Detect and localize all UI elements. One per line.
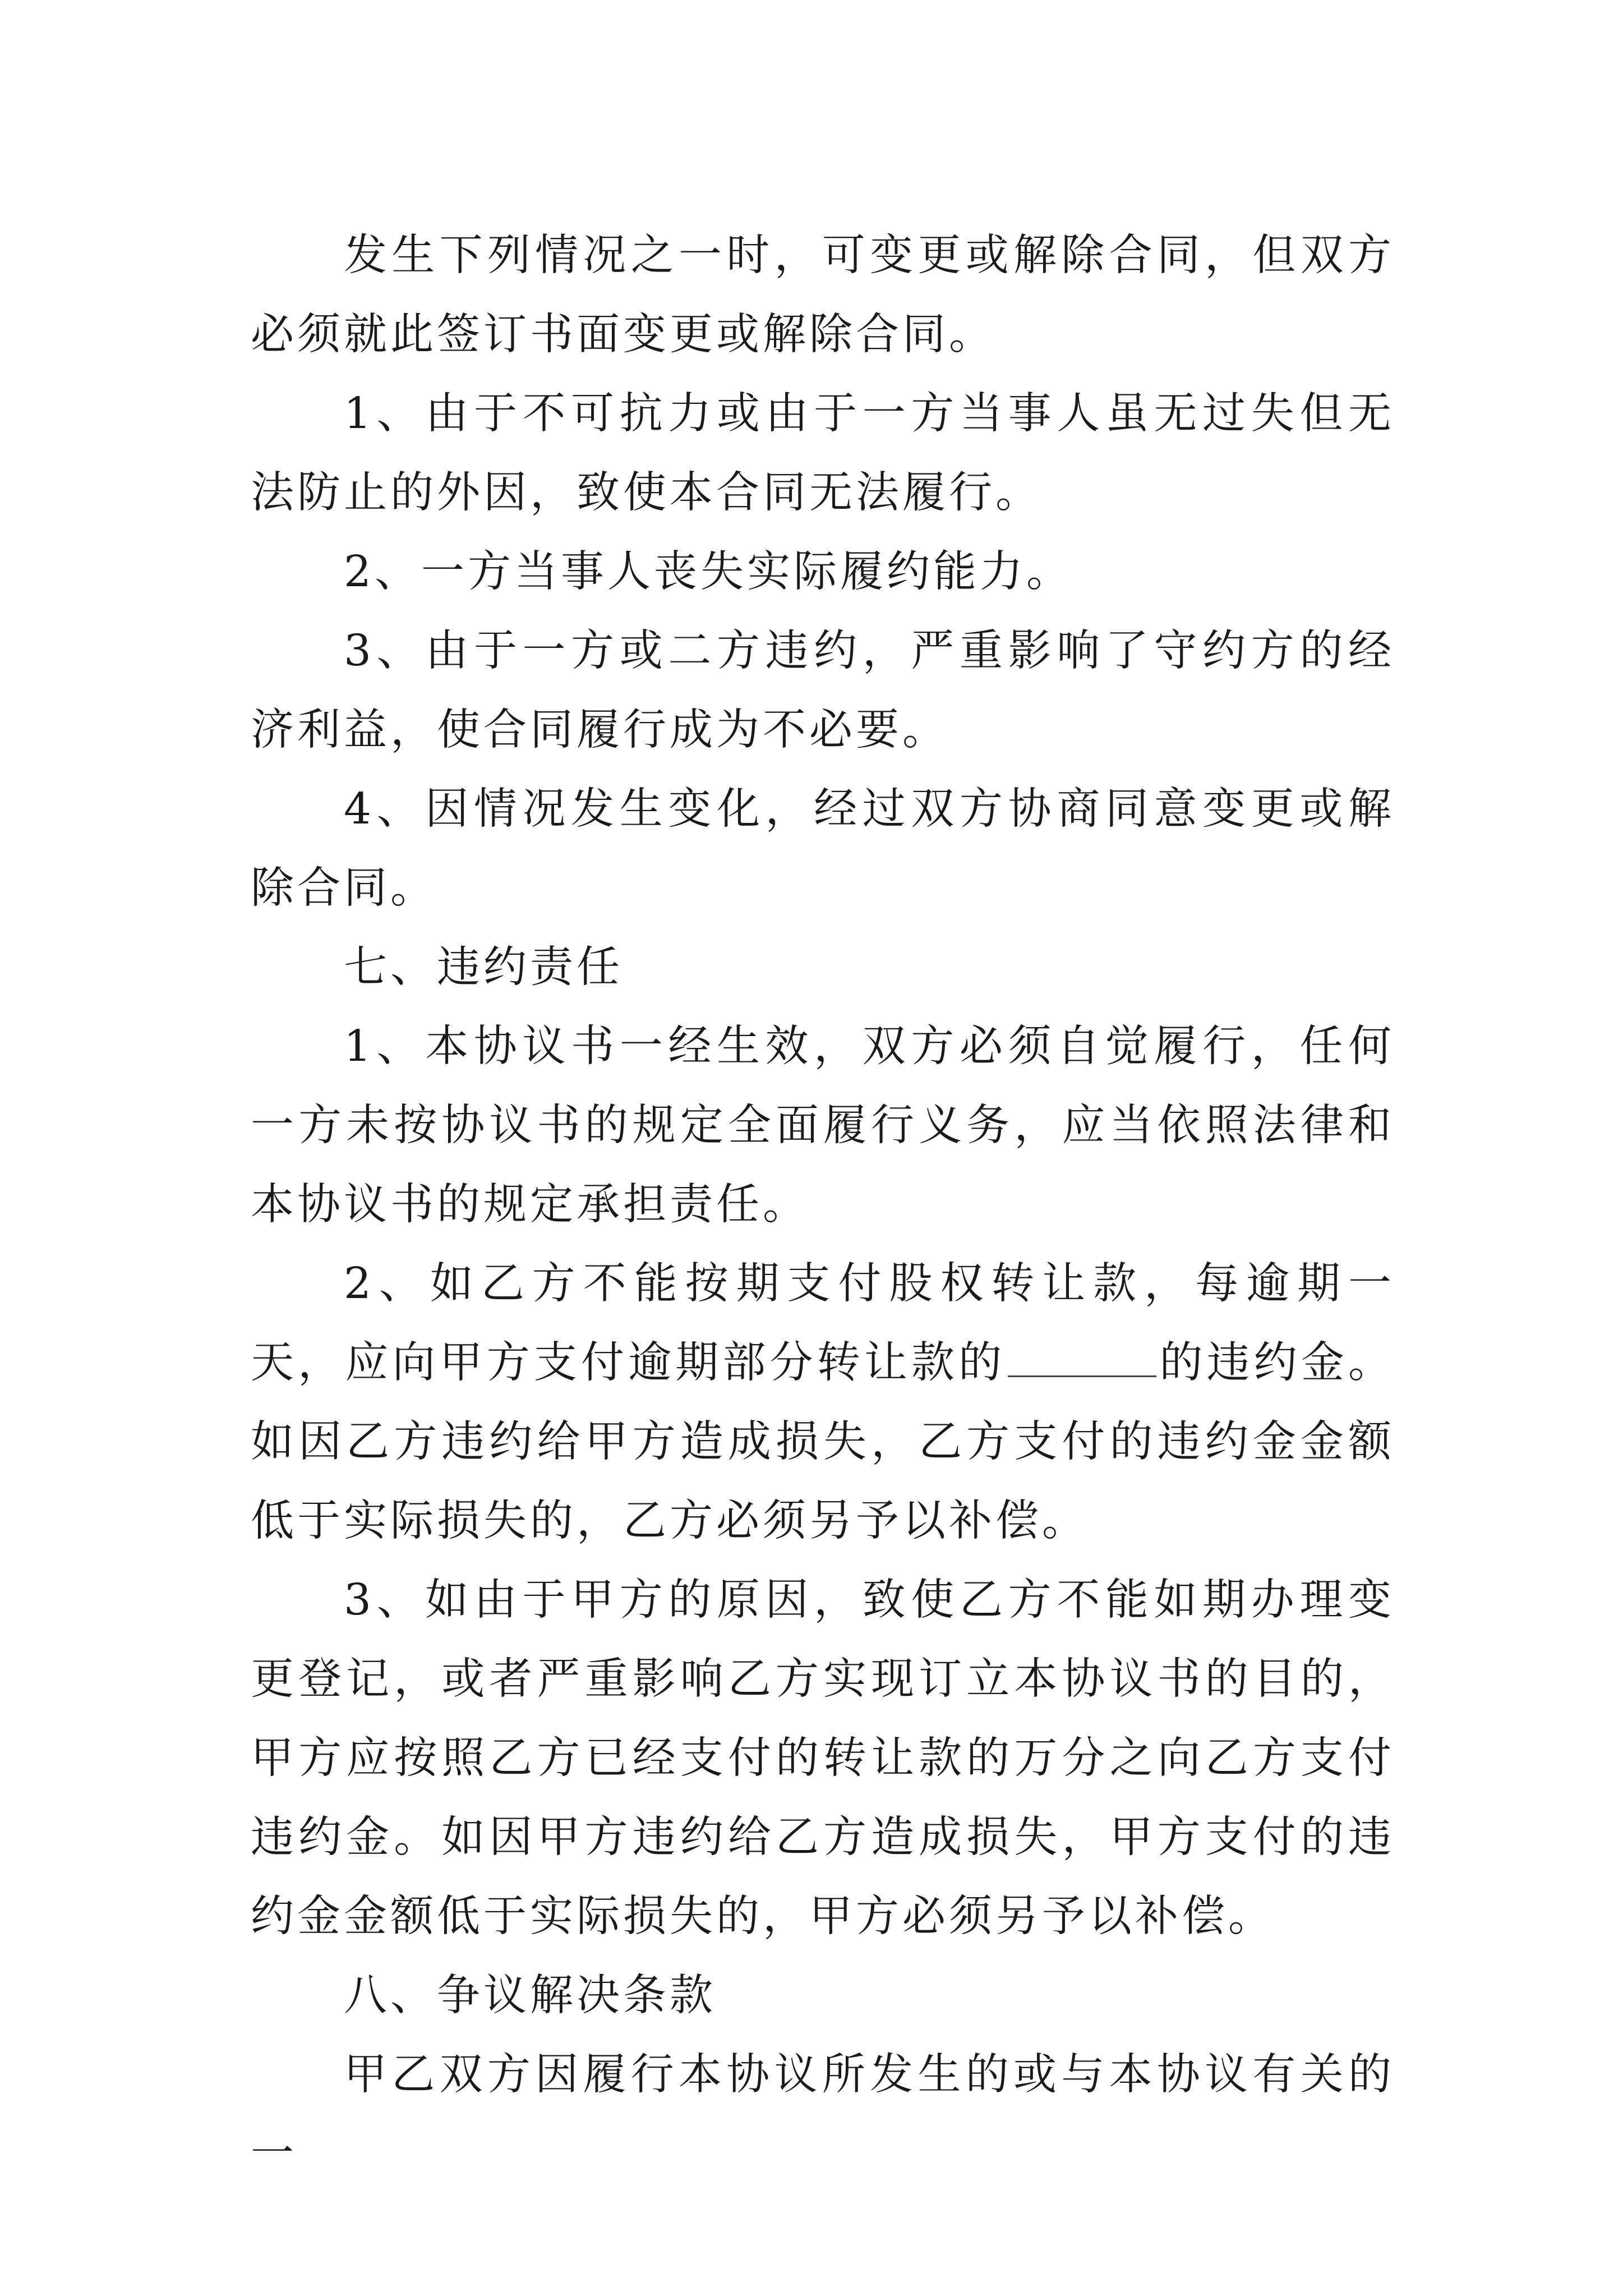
paragraph-liability-1: 1、本协议书一经生效，双方必须自觉履行，任何一方未按协议书的规定全面履行义务，应当依照法律和本协议书的规定承担责任。: [251, 1022, 1395, 1230]
document-body: [251, 216, 1395, 2193]
paragraph-liability-3: 3、如由于甲方的原因，致使乙方不能如期办理变更登记，或者严重影响乙方实现订立本协议书的目的，甲方应按照乙方已经支付的转让款的万分之向乙方支付违约金。如因甲方违约给乙方造成损失，甲方支付的违约金金额低于实际损失的，甲方必须另予以补偿。: [251, 1575, 1395, 1941]
paragraph-condition-3: 3、由于一方或二方违约，严重影响了守约方的经济利益，使合同履行成为不必要。: [251, 626, 1395, 755]
liability-2-text-after: 的违约金。如因乙方违约给甲方造成损失，乙方支付的违约金金额低于实际损失的，乙方必须另予以补偿。: [251, 1338, 1395, 1546]
paragraph-dispute-resolution: 甲乙双方因履行本协议所发生的或与本协议有关的一: [251, 2050, 1395, 2179]
paragraph-condition-1: 1、由于不可抗力或由于一方当事人虽无过失但无法防止的外因，致使本合同无法履行。: [251, 389, 1395, 518]
paragraph-condition-2: 2、一方当事人丧失实际履约能力。: [344, 547, 1073, 597]
liability-2-text-before: 2、如乙方不能按期支付股权转让款，每逾期一天，应向甲方支付逾期部分转让款的: [251, 1259, 1395, 1388]
paragraph-liability-2: [251, 1244, 1395, 1561]
section-heading-dispute: 八、争议解决条款: [344, 1971, 716, 2021]
paragraph-modification-conditions: 发生下列情况之一时，可变更或解除合同，但双方必须就此签订书面变更或解除合同。: [251, 231, 1395, 360]
paragraph-condition-4: 4、因情况发生变化，经过双方协商同意变更或解除合同。: [251, 784, 1395, 913]
section-heading-liability: 七、违约责任: [344, 942, 623, 992]
fill-in-blank-line: [1008, 1375, 1156, 1377]
